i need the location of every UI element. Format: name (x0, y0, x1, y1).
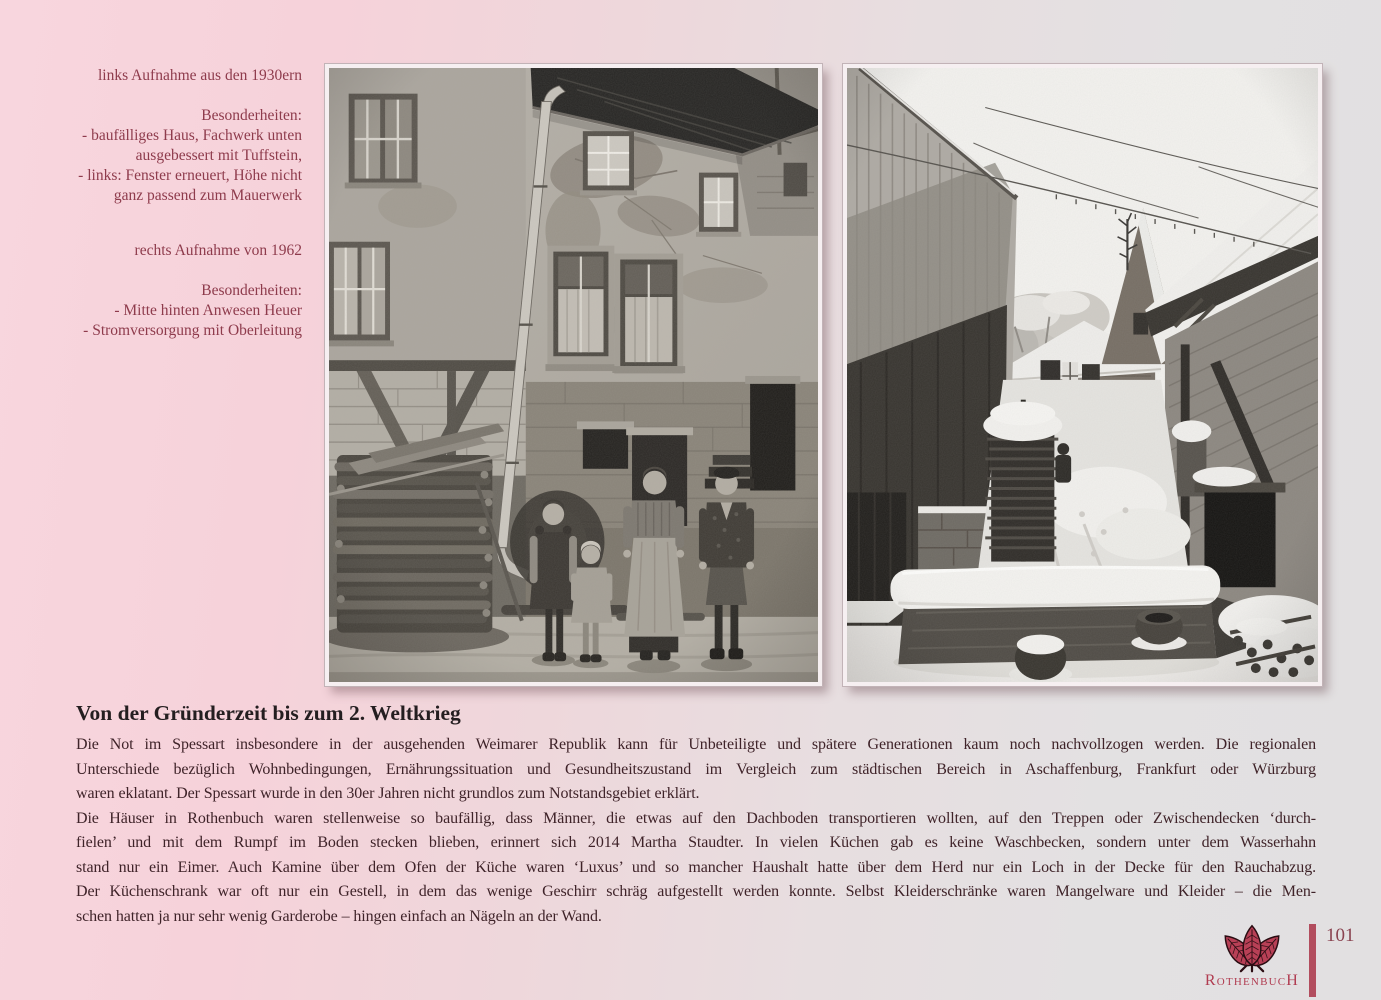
caption-right-line: - Mitte hinten Anwesen Heuer (114, 302, 302, 319)
photo-captions (40, 66, 302, 341)
page-number: 101 (1326, 925, 1355, 946)
photo-1930s-family-house (325, 64, 822, 686)
article-line: Die Not im Spessart insbesondere in der ausgehenden Weimarer Republik kann für Unbeteiligte und spätere Generationen kaum noch nachvollzogen werden. Die regionalen (76, 736, 1316, 753)
page-number-bar (1309, 924, 1316, 997)
caption-right-line: - Stromversorgung mit Oberleitung (83, 322, 302, 339)
article-line: stand nur ein Eimer. Auch Kamine über dem Ofen der Küche waren ‘Luxus’ und so mancher Haushalt hatte über dem Herd nur ein Loch in der Decke für den Rauchabzug. (76, 858, 1316, 876)
vignette (847, 68, 1318, 682)
caption-left-line: ausgebessert mit Tuffstein, (135, 147, 302, 164)
article (76, 700, 1316, 929)
logo-wordmark: RothenbucH (1204, 972, 1300, 989)
caption-left-line: - baufälliges Haus, Fachwerk unten (82, 127, 302, 144)
caption-left-line: - links: Fenster erneuert, Höhe nicht (78, 167, 302, 184)
caption-left-label: Besonderheiten: (201, 107, 302, 124)
article-line: schen hatten ja nur sehr wenig Garderobe – hingen einfach an Nägeln an der Wand. (76, 907, 602, 925)
caption-left-line: ganz passend zum Mauerwerk (113, 187, 302, 204)
rothenbuch-logo (1198, 922, 1306, 990)
article-line: Der Küchenschrank war oft nur ein Gestell, in dem das wenige Geschirr schräg aufgestellt werden konnte. Selbst Kleiderschränke waren Mangelware und Kleider – die Men- (76, 883, 1316, 900)
caption-right-label: Besonderheiten: (201, 282, 302, 299)
article-line: fielen’ und mit dem Rumpf im Boden stecken blieben, erinnert sich 2014 Martha Staudter. In vielen Küchen gab es keine Waschbecken, sondern unter dem Wasserhahn (76, 834, 1316, 851)
article-line: waren eklatant. Der Spessart wurde in den 30er Jahren nicht grundlos zum Notstandsgebiet erklärt. (76, 785, 700, 802)
article-line: Die Häuser in Rothenbuch waren stellenweise so baufällig, dass Männer, die etwas auf den Dachboden transportieren wollten, auf den Treppen oder Zwischendecken ‘durch- (76, 809, 1316, 827)
caption-right-title: rechts Aufnahme von 1962 (134, 242, 302, 259)
caption-left-title: links Aufnahme aus den 1930ern (97, 67, 302, 84)
photo-1962-winter-street (843, 64, 1322, 686)
article-heading: Von der Gründerzeit bis zum 2. Weltkrieg (76, 701, 461, 725)
article-line: Unterschiede bezüglich Wohnbedingungen, Ernährungssituation und Gesundheitszustand im Vergleich zum städtischen Bereich in Aschaffenburg, Frankfurt oder Würzburg (76, 760, 1316, 778)
beech-leaves-icon (1200, 922, 1304, 974)
vignette (329, 68, 818, 682)
